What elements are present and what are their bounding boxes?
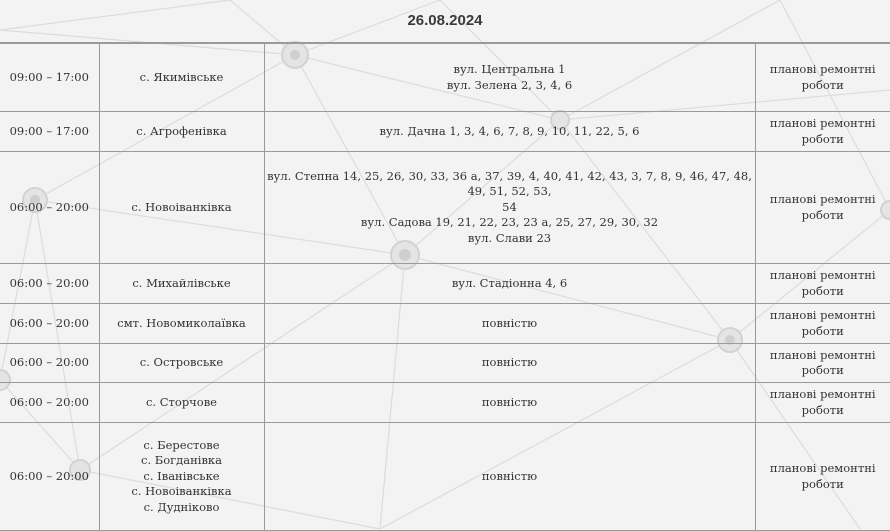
settlement-cell-line: с. Новоіванківка [131,484,232,499]
streets-cell-line: вул. Центральна 1 [453,62,566,76]
settlement-cell-line: с. Сторчове [145,394,217,409]
schedule-row [0,152,890,264]
settlement-cell-line: с. Михайлівське [132,275,231,290]
streets-cell-line: повністю [481,355,538,370]
time-range-cell-line: 09:00 – 17:00 [9,69,89,84]
settlement-cell-line: с. Берестове [143,437,220,452]
reason-cell-line: планові ремонтні [769,62,876,76]
time-range-cell [0,44,99,112]
streets-cell-line: повністю [481,394,538,409]
settlement-cell [99,152,264,264]
streets-cell [264,152,755,264]
time-range-cell-line: 06:00 – 20:00 [9,355,89,370]
streets-cell [264,304,755,344]
settlement-cell-line: с. Якимівське [139,69,224,84]
reason-cell-line: роботи [801,476,844,491]
streets-cell [264,423,755,531]
reason-cell-line: планові ремонтні [769,461,876,475]
streets-cell-line: 54 [502,199,517,214]
time-range-cell-line: 06:00 – 20:00 [9,199,89,214]
schedule-row [0,344,890,383]
settlement-cell [99,44,264,112]
reason-cell-line: планові ремонтні [769,347,876,362]
reason-cell [755,44,890,112]
settlement-cell [99,344,264,383]
schedule-row [0,304,890,344]
reason-cell [755,383,890,423]
streets-cell [264,112,755,152]
reason-cell [755,112,890,152]
reason-cell-line: планові ремонтні [769,192,876,206]
streets-cell-line: вул. Садова 19, 21, 22, 23, 23 а, 25, 27, 29, 30, 32 [360,215,659,230]
reason-cell [755,152,890,264]
schedule-row [0,44,890,112]
time-range-cell-line: 09:00 – 17:00 [9,123,89,138]
reason-cell-line: роботи [801,131,844,146]
reason-cell-line: планові ремонтні [769,308,876,322]
settlement-cell-line: с. Іванівське [143,468,220,483]
reason-cell-line: роботи [801,363,844,377]
time-range-cell [0,383,99,423]
streets-cell [264,383,755,423]
schedule-row [0,423,890,531]
streets-cell-line: вул. Слави 23 [467,230,552,245]
time-range-cell [0,152,99,264]
settlement-cell [99,264,264,304]
settlement-cell-line: с. Богданівка [141,453,222,468]
settlement-cell [99,112,264,152]
reason-cell-line: роботи [801,323,844,338]
reason-cell [755,423,890,531]
time-range-cell [0,344,99,383]
outage-schedule-table [0,43,890,531]
reason-cell [755,264,890,304]
schedule-row [0,112,890,152]
streets-cell [264,344,755,383]
schedule-row [0,264,890,304]
time-range-cell-line: 06:00 – 20:00 [9,315,89,330]
settlement-cell-line: с. Островське [139,355,224,370]
reason-cell-line: роботи [801,77,844,92]
time-range-cell-line: 06:00 – 20:00 [9,394,89,409]
settlement-cell-line: смт. Новомиколаївка [117,315,246,330]
time-range-cell-line: 06:00 – 20:00 [9,275,89,290]
time-range-cell [0,264,99,304]
time-range-cell-line: 06:00 – 20:00 [9,468,89,483]
settlement-cell-line: с. Агрофенівка [136,123,227,138]
streets-cell-line: вул. Степна 14, 25, 26, 30, 33, 36 а, 37, 39, 4, 40, 41, 42, 43, 3, 7, 8, 9, 46, 47, 48, 49, 51, 52, 53, [267,168,752,199]
settlement-cell-line: с. Дудніково [143,499,220,514]
streets-cell-line: вул. Стадіонна 4, 6 [451,275,568,290]
streets-cell-line: повністю [481,315,538,330]
streets-cell [264,44,755,112]
time-range-cell [0,112,99,152]
reason-cell-line: роботи [801,283,844,298]
reason-cell [755,304,890,344]
settlement-cell [99,304,264,344]
settlement-cell-line: с. Новоіванківка [131,199,232,214]
reason-cell-line: планові ремонтні [769,387,876,401]
time-range-cell [0,304,99,344]
reason-cell-line: планові ремонтні [769,116,876,130]
schedule-date-header: 26.08.2024 [0,0,890,43]
reason-cell-line: планові ремонтні [769,268,876,282]
reason-cell [755,344,890,383]
settlement-cell [99,423,264,531]
streets-cell-line: вул. Зелена 2, 3, 4, 6 [446,77,573,92]
streets-cell [264,264,755,304]
settlement-cell [99,383,264,423]
reason-cell-line: роботи [801,402,844,417]
reason-cell-line: роботи [801,207,844,222]
schedule-row [0,383,890,423]
time-range-cell [0,423,99,531]
streets-cell-line: повністю [481,468,538,483]
streets-cell-line: вул. Дачна 1, 3, 4, 6, 7, 8, 9, 10, 11, 22, 5, 6 [379,123,640,138]
